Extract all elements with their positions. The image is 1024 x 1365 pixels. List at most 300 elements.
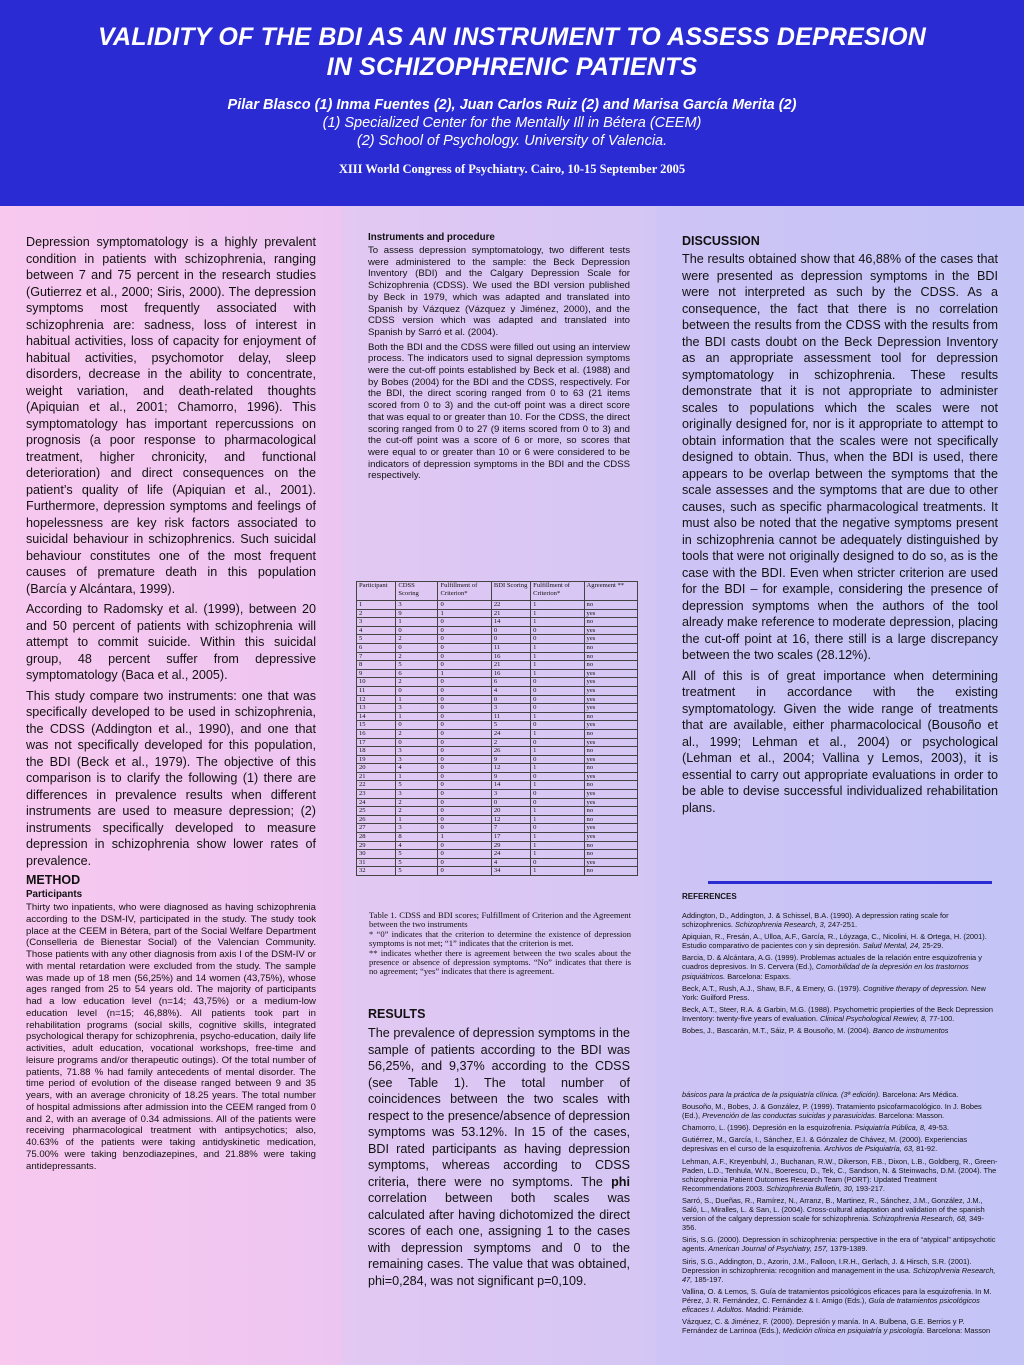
table-cell: 0 xyxy=(531,790,584,799)
table-cell: 0 xyxy=(438,686,491,695)
reference-source: Comorbilidad de la depresión en los trastornos psiquiátricos. xyxy=(682,962,969,981)
left-column-text xyxy=(26,234,316,1172)
table-cell: 1 xyxy=(531,807,584,816)
table-cell: 2 xyxy=(396,635,438,644)
intro-paragraph-3: This study compare two instruments: one that was specifically developed to be used in schizophrenia, the CDSS (Addington et al., 1990), and one that was not specifically developed for this population, the BDI (Beck et al., 1979). The objective of this comparison is to clarify the following (1) there are differences in prevalence results when different instruments are used to measure depression; (2) instruments specifically developed to measure depression in schizophrenia show lower rates of prevalence. xyxy=(26,688,316,868)
reference-text: Barcelona: Espaxs. xyxy=(725,971,791,981)
table-cell: 0 xyxy=(438,858,491,867)
poster-header xyxy=(0,0,1024,206)
table-cell: yes xyxy=(584,704,637,713)
reference-text: 25-29. xyxy=(920,941,944,951)
table-cell: 11 xyxy=(491,643,530,652)
table-cell: 11 xyxy=(491,712,530,721)
discussion-heading: DISCUSSION xyxy=(682,234,760,248)
reference-source: Schizophrenia Research, 68, xyxy=(872,1214,968,1224)
table-cell: 20 xyxy=(357,764,396,773)
table-cell: 9 xyxy=(491,755,530,764)
table-cell: 20 xyxy=(491,807,530,816)
table-cell: 3 xyxy=(396,601,438,610)
table-cell: 3 xyxy=(491,790,530,799)
reference-item xyxy=(682,1102,998,1120)
congress-line: XIII World Congress of Psychiatry. Cairo, 10-15 September 2005 xyxy=(338,162,686,176)
affiliation-2: (2) School of Psychology. University of Valencia. xyxy=(356,133,668,149)
reference-text: Bobes, J., Bascarán, M.T., Sáiz, P. & Bousoño, M. (2004). xyxy=(682,1026,873,1036)
table-cell: 21 xyxy=(357,772,396,781)
references-group-1 xyxy=(682,911,998,1035)
table-cell: 14 xyxy=(491,618,530,627)
reference-text: 185-197. xyxy=(692,1274,724,1284)
reference-source: Guía de tratamientos psicológicos eficaces I. Adultos. xyxy=(682,1295,980,1314)
table-cell: no xyxy=(584,661,637,670)
reference-source: Schizophrenia Research, 3, xyxy=(735,920,826,930)
table-cell: 0 xyxy=(438,712,491,721)
table-cell: no xyxy=(584,643,637,652)
reference-source: Schizophrenia Bulletin, 30, xyxy=(766,1183,854,1193)
table-cell: 1 xyxy=(396,772,438,781)
table-cell: 2 xyxy=(396,729,438,738)
table-cell: 0 xyxy=(396,738,438,747)
reference-text: Addington, D., Addington, J. & Schissel, B.A. (1990). A depression rating scale for schizophrenics. xyxy=(682,911,949,930)
table-cell: 26 xyxy=(491,747,530,756)
reference-item xyxy=(682,1257,998,1284)
table-cell: 1 xyxy=(531,729,584,738)
results-heading: RESULTS xyxy=(368,1007,426,1021)
table-cell: 1 xyxy=(531,669,584,678)
reference-source: Psiquiatría Pública, 8, xyxy=(854,1123,927,1133)
table-cell: 6 xyxy=(396,669,438,678)
table-cell: 9 xyxy=(357,669,396,678)
table-row xyxy=(357,807,638,816)
table-cell: yes xyxy=(584,798,637,807)
table-cell: no xyxy=(584,867,637,876)
table-cell: 5 xyxy=(396,858,438,867)
table-cell: 1 xyxy=(396,695,438,704)
table-cell: 18 xyxy=(357,747,396,756)
table-cell: 1 xyxy=(531,867,584,876)
reference-text: Apiquian, R., Fresán, A., Ulloa, A.F., García, R., Lóyzaga, C., Nicolini, H. & Ortega, H. (2001). Estudio comparativo de pacientes con y sin depresión. xyxy=(682,932,987,951)
table-cell: 7 xyxy=(357,652,396,661)
caption-line-1: Table 1. CDSS and BDI scores; Fulfillment of Criterion and the Agreement between the two instruments xyxy=(369,910,631,930)
reference-text: Lehman, A.F., Kreyenbuhl, J., Buchanan, R.W., Dikerson, F.B., Dixon, L.B., Goldberg, R., Green-Paden, L.D., Tenhula, W.N., Boerescu, D., Tek, C., Sandson, N. & Steinwachs, D.M. (2004). The schizophrenia Patient Outcomes Research Team (PORT): Updated Treatment Recommendations 2003. xyxy=(682,1156,998,1193)
middle-column-text xyxy=(368,232,630,482)
header-bdi-scoring: BDI Scoring xyxy=(491,582,530,601)
table-cell: 0 xyxy=(438,850,491,859)
table-cell: 4 xyxy=(396,764,438,773)
reference-text: Beck, A.T., Rush, A.J., Shaw, B.F., & Emery, G. (1979). xyxy=(682,983,863,993)
table-cell: yes xyxy=(584,686,637,695)
table-cell: 0 xyxy=(438,755,491,764)
table-cell: 1 xyxy=(531,764,584,773)
table-cell: 0 xyxy=(438,618,491,627)
reference-item xyxy=(682,1026,998,1035)
reference-text: Vázquez, C. & Jiménez, F. (2000). Depresión y manía. In A. Bulbena, G.E. Berrios y P. Fernández de Larrinoa (Eds.), xyxy=(682,1317,965,1336)
table-cell: 0 xyxy=(531,626,584,635)
table-cell: 0 xyxy=(438,841,491,850)
table-cell: no xyxy=(584,652,637,661)
table-row xyxy=(357,669,638,678)
table-cell: 0 xyxy=(438,824,491,833)
table-cell: 1 xyxy=(531,601,584,610)
reference-text: Barcelona: Ars Médica. xyxy=(880,1090,959,1099)
table-row xyxy=(357,643,638,652)
reference-source: Schizophrenia Research, 47, xyxy=(682,1265,996,1284)
table-cell: 0 xyxy=(438,772,491,781)
table-cell: yes xyxy=(584,678,637,687)
table-cell: 0 xyxy=(438,781,491,790)
intro-paragraph-2: According to Radomsky et al. (1999), between 20 and 50 percent of patients with schizophrenia will attempt to commit suicide. Within this suicidal group, 48 percent suffer from depressive symptomatology (Baca et al., 2005). xyxy=(26,602,316,682)
reference-text: 247-251. xyxy=(825,920,858,930)
table-cell: 4 xyxy=(396,841,438,850)
table-cell: no xyxy=(584,781,637,790)
table-cell: 0 xyxy=(438,815,491,824)
table-cell: 1 xyxy=(357,601,396,610)
table-cell: 1 xyxy=(531,712,584,721)
table-cell: 2 xyxy=(396,652,438,661)
scores-table-wrapper xyxy=(356,581,638,876)
table-cell: 3 xyxy=(491,704,530,713)
reference-source: Cognitive therapy of depression. xyxy=(863,983,969,993)
reference-source: Salud Mental, 24, xyxy=(862,941,921,951)
reference-item xyxy=(682,1157,998,1193)
table-cell: 0 xyxy=(491,635,530,644)
table-cell: 0 xyxy=(531,755,584,764)
caption-line-2: * “0” indicates that the criterion to determine the existence of depression symptoms is not met; “1” indicates that the criterion is met. xyxy=(369,928,631,949)
table-cell: 0 xyxy=(438,626,491,635)
table-row xyxy=(357,824,638,833)
table-cell: 28 xyxy=(357,833,396,842)
table-cell: 1 xyxy=(531,833,584,842)
table-cell: 1 xyxy=(396,712,438,721)
reference-text: Barcelona: Masson xyxy=(924,1326,991,1336)
table-cell: 0 xyxy=(438,867,491,876)
participants-text: Thirty two inpatients, who were diagnosed as having schizophrenia according to the DSM-IV, participated in the study. The study took place at the CEEM in Bétera, part of the Social Welfare Department (Conselleria de Bienestar Social) of the Valencian Community. Those patients with any other diagnosis from axis I of the DSM-IV or with mental retardation were excluded from the study. The sample was made up of 18 men (56,25%) and 14 women (43,75%), whose ages ranged from 25 to 54 years old. The majority of participants had a low education level (n=14; 43,75%) or a medium-low education level (n=15; 46,88%). All patients took part in rehabilitation programs (social skills, cognitive skills, integrated psychological therapy for schizophrenia, psycho-education, daily life activities, adult education, vocational workshops, free-time and leisure programs and/or therapeutic outings). Of the total number of patients, 71.88 % had family antecedents of mental disorder. The time period of evolution of the disease ranged between 9 and 35 years, with an average chronicity of 18.25 years. The total number of hospital admissions after admission into the CEEM ranged from 0 and 2, with an average of 0.34 admissions. All of the patients were receiving pharmacological treatment with antipsychotics; also, 40.63% of the patients were taking antidyskinetic medication, 75.00% were taking benzodiazepines, and 21.88% were taking antidepressants. xyxy=(26,902,316,1172)
reference-text: 1379-1389. xyxy=(828,1244,868,1254)
table-cell: 5 xyxy=(396,850,438,859)
table-row xyxy=(357,635,638,644)
table-cell: 22 xyxy=(357,781,396,790)
table-row xyxy=(357,704,638,713)
header-cdss-scoring: CDSS Scoring xyxy=(396,582,438,601)
table-cell: 12 xyxy=(491,815,530,824)
reference-item xyxy=(682,1090,998,1099)
reference-text: 77-100. xyxy=(927,1013,955,1023)
table-cell: 15 xyxy=(357,721,396,730)
reference-text: 193-217. xyxy=(853,1183,885,1193)
table-cell: 0 xyxy=(396,721,438,730)
table-cell: 1 xyxy=(531,850,584,859)
table-cell: 3 xyxy=(357,618,396,627)
table-cell: 16 xyxy=(491,669,530,678)
table-cell: 9 xyxy=(396,609,438,618)
results-text xyxy=(368,1025,630,1289)
table-cell: 1 xyxy=(531,609,584,618)
authors: Pilar Blasco (1) Inma Fuentes (2), Juan Carlos Ruiz (2) and Marisa García Merita (2) xyxy=(227,97,797,113)
table-cell: 1 xyxy=(396,618,438,627)
reference-text: 81-92. xyxy=(914,1144,938,1154)
table-cell: 1 xyxy=(531,815,584,824)
method-heading: METHOD xyxy=(26,873,81,887)
table-cell: 0 xyxy=(438,643,491,652)
table-cell: yes xyxy=(584,824,637,833)
table-cell: 14 xyxy=(491,781,530,790)
table-cell: 2 xyxy=(396,798,438,807)
table-row xyxy=(357,798,638,807)
table-cell: 1 xyxy=(531,841,584,850)
table-row xyxy=(357,772,638,781)
reference-text: Vallina, O. & Lemos, S. Guía de tratamientos psicológicos eficaces para la esquizofrenia. In M. Pérez, J. R. Fernández, C. Fernández & I. Amigo (Eds.), xyxy=(682,1286,992,1305)
table-cell: 0 xyxy=(438,661,491,670)
table-cell: 5 xyxy=(396,661,438,670)
discussion-section xyxy=(682,232,998,816)
reference-text: Bousoño, M., Bobes, J. & González, P. (1999). Tratamiento psicofarmacológico. In J. Bobes (Ed.), xyxy=(682,1102,982,1121)
reference-source: American Journal of Psychiatry, 157, xyxy=(708,1244,829,1254)
table-cell: 0 xyxy=(531,704,584,713)
reference-source: Archivos de Psiquiatría, 63, xyxy=(824,1144,915,1154)
table-cell: 0 xyxy=(438,798,491,807)
intro-paragraph-1: Depression symptomatology is a highly prevalent condition in patients with schizophrenia, ranging between 7 and 75 percent in the research studies (Gutierrez et al., 2000; Siris, 2000). The depression symptoms most frequently associated with schizophrenia are: sadness, loss of interest in habitual activities, loss of capacity for enjoyment of habitual activities, psychomotor delay, sleep disorders, decrease in the ability to concentrate, weight variation, and death-related thoughts (Apiquian et al., 2001; Chamorro, 1996). This symptomatology has important repercussions on prognosis (a poor response to pharmacological treatment, higher chronicity, and functional deterioration) and direct consequences on the patient’s quality of life (Apiquian et al., 2001). Furthermore, depression symptoms and feelings of hopelessness are key risk factors associated to suicidal behaviour in schizophrenics. Such suicidal behaviour constitutes one of the most frequent causes of premature death in this population (Barcía y Alcántara, 1999). xyxy=(26,235,316,596)
scores-table xyxy=(356,581,638,876)
participants-heading: Participants xyxy=(26,889,83,900)
reference-text: Madrid: Pirámide. xyxy=(743,1304,804,1314)
reference-text: Gutiérrez, M., García, I., Sánchez, E.I. & Gónzalez de Chávez, M. (2000). Experiencias depresivas en el curso de la esquizofrenia. xyxy=(682,1135,968,1154)
table-cell: 6 xyxy=(357,643,396,652)
table-cell: no xyxy=(584,850,637,859)
table-cell: yes xyxy=(584,790,637,799)
reference-source: básicos para la práctica de la psiquiatría clínica. (3ª edición). xyxy=(682,1090,881,1099)
table-cell: 17 xyxy=(357,738,396,747)
table-cell: 1 xyxy=(531,652,584,661)
reference-text: 49-53. xyxy=(926,1123,950,1133)
reference-item xyxy=(682,1287,998,1314)
table-row xyxy=(357,712,638,721)
table-cell: yes xyxy=(584,738,637,747)
table-cell: no xyxy=(584,729,637,738)
table-cell: 24 xyxy=(357,798,396,807)
table-cell: 0 xyxy=(396,626,438,635)
table-cell: 3 xyxy=(396,755,438,764)
references-heading: REFERENCES xyxy=(682,892,737,901)
table-cell: 3 xyxy=(396,747,438,756)
table-cell: 8 xyxy=(396,833,438,842)
affiliation-1: (1) Specialized Center for the Mentally Ill in Bétera (CEEM) xyxy=(322,115,702,131)
reference-source: Banco de instrumentos xyxy=(872,1026,949,1036)
table-cell: 1 xyxy=(531,643,584,652)
table-cell: 29 xyxy=(491,841,530,850)
table-row xyxy=(357,601,638,610)
table-cell: 23 xyxy=(357,790,396,799)
table-cell: 32 xyxy=(357,867,396,876)
table-cell: 4 xyxy=(491,858,530,867)
table-cell: 6 xyxy=(491,678,530,687)
table-cell: 2 xyxy=(396,678,438,687)
reference-item xyxy=(682,1123,998,1132)
table-cell: 17 xyxy=(491,833,530,842)
table-cell: 0 xyxy=(438,721,491,730)
reference-item xyxy=(682,1196,998,1232)
table-cell: 25 xyxy=(357,807,396,816)
table-cell: 1 xyxy=(531,781,584,790)
reference-text: Beck, A.T., Steer, R.A. & Garbin, M.G. (1988). Psychometric propierties of the Beck Depression Inventory: twenty-five years of evaluation. xyxy=(682,1004,993,1023)
table-cell: yes xyxy=(584,833,637,842)
table-cell: 0 xyxy=(438,635,491,644)
discussion-paragraph-2: All of this is of great importance when determining treatment in accordance with the existing symptomatology. Given the wide range of treatments that are available, either pharmacolocical (Bousoño et al., 1999; Lehman et al., 2004) or psychological (Lehman et al., 2004; Vallina y Lemos, 2003), it is essential to carry out appropriate evaluations in order to be able to devise successful individualized rehabilitation plans. xyxy=(682,668,998,815)
table-cell: yes xyxy=(584,772,637,781)
table-cell: yes xyxy=(584,721,637,730)
table-cell: 0 xyxy=(491,798,530,807)
table-cell: 21 xyxy=(491,609,530,618)
table-cell: 26 xyxy=(357,815,396,824)
poster-title xyxy=(0,0,1024,82)
reference-text: Barcia, D. & Alcántara, A.G. (1999). Problemas actuales de la relación entre esquizofrenia y cuadros depresivos. In S. Cervera (Ed.), xyxy=(682,953,982,972)
table-cell: 0 xyxy=(396,686,438,695)
title-line-2: IN SCHIZOPHRENIC PATIENTS xyxy=(326,53,698,81)
table-cell: yes xyxy=(584,626,637,635)
table-cell: 34 xyxy=(491,867,530,876)
table-cell: 16 xyxy=(357,729,396,738)
table-cell: no xyxy=(584,601,637,610)
table-cell: 30 xyxy=(357,850,396,859)
table-cell: 3 xyxy=(396,790,438,799)
table-cell: 0 xyxy=(531,635,584,644)
table-cell: 14 xyxy=(357,712,396,721)
instruments-paragraph-2: Both the BDI and the CDSS were filled out using an interview process. The indicators used to signal depression symptoms were the cut-off points established by Beck et al. (1988) and by Bobes (2004) for the BDI and the CDSS, respectively. For the BDI, the direct scoring ranged from 0 to 63 (21 items scored from 0 to 3) and the cut-off point was a direct score that was equal to or greater than 10. For the CDSS, the direct scoring ranged from 0 to 27 (9 items scored from 0 to 3) and the cut-off point was a score of 6 or more, so scores that were equal to or greater than 10 or 6 were considered to be indicators of depression symptoms in the BDI and the CDSS respectively. xyxy=(368,341,630,482)
table-cell: 16 xyxy=(491,652,530,661)
table-cell: 29 xyxy=(357,841,396,850)
table-cell: 27 xyxy=(357,824,396,833)
reference-item xyxy=(682,1235,998,1253)
table-cell: 1 xyxy=(438,669,491,678)
table-cell: yes xyxy=(584,609,637,618)
table-cell: 31 xyxy=(357,858,396,867)
table-cell: 22 xyxy=(491,601,530,610)
table-cell: 0 xyxy=(438,652,491,661)
table-cell: no xyxy=(584,815,637,824)
table-cell: 1 xyxy=(438,609,491,618)
table-cell: no xyxy=(584,841,637,850)
discussion-paragraph-1: The results obtained show that 46,88% of the cases that were presented as depression symptoms in the BDI were not interpreted as such by the CDSS. As a consequence, the fact that there is no correlation between the results from the CDSS with the results from the BDI casts doubt on the Beck Depression Inventory as an appropriate assessment tool for depression symptomatology in schizophrenia. These results demonstrate that it is not appropriate to administer scales to populations which the scales were not originally designed for, nor is it appropriate to attempt to obtain information that the scales were not specifically designed to obtain. Thus, when the BDI is used, there appears to be overlap between the symptoms that the scale assesses and the symptoms that are due to other causes, such as specific pharmacological treatments. It must also be noted that the negative symptoms present in schizophrenia cannot be adequately distinguished by tools that were not originally designed to do so, as is the case with the BDI. Even when stricter criterion are used for the BDI – for example, considering the presence of depression symptoms when the authors of the tool already make reference to moderate depression, placing the cut-off point at 16, there still is a large discrepancy between the two scales (28.12%). xyxy=(682,252,998,662)
table-body xyxy=(357,601,638,876)
table-row xyxy=(357,850,638,859)
table-header-row xyxy=(357,582,638,601)
title-line-1: VALIDITY OF THE BDI AS AN INSTRUMENT TO ASSESS DEPRESION xyxy=(98,23,926,51)
table-row xyxy=(357,729,638,738)
table-cell: 0 xyxy=(438,695,491,704)
table-row xyxy=(357,841,638,850)
table-row xyxy=(357,747,638,756)
table-row xyxy=(357,867,638,876)
references-group-2 xyxy=(682,1090,998,1338)
table-cell: 19 xyxy=(357,755,396,764)
table-row xyxy=(357,695,638,704)
table-cell: 1 xyxy=(396,815,438,824)
table-cell: 1 xyxy=(531,747,584,756)
reference-text: Siris, S.G., Addington, D., Azorin, J.M., Falloon, I.R.H., Gerlach, J. & Hirsch, S.R. (2001). Depression in schizophrenia: recognition and management in the usa. xyxy=(682,1256,972,1275)
reference-item xyxy=(682,1317,998,1335)
table-cell: 0 xyxy=(438,790,491,799)
header-agreement: Agreement ** xyxy=(584,582,637,601)
table-row xyxy=(357,815,638,824)
reference-item xyxy=(682,953,998,980)
table-cell: 11 xyxy=(357,686,396,695)
table-row xyxy=(357,764,638,773)
table-row xyxy=(357,755,638,764)
table-row xyxy=(357,721,638,730)
table-cell: 2 xyxy=(396,807,438,816)
reference-source: Medición clínica en psiquiatría y psicología. xyxy=(782,1326,925,1336)
table-cell: 12 xyxy=(491,764,530,773)
caption-line-3: ** indicates whether there is agreement between the two scales about the presence or absence of depression symptoms. “No” indicates that there is no agreement; “yes” indicates that there is agreement. xyxy=(369,947,631,977)
table-row xyxy=(357,626,638,635)
reference-source: Clinical Psychological Rewiev, 8, xyxy=(820,1013,928,1023)
results-text-end: correlation between both scales was calculated after having dichotomized the direct scores of each one, assigning 1 to the cases with depression symptoms and 0 to the remaining cases. The value that was obtained, phi=0,284, was not significant p=0,109. xyxy=(368,1191,630,1288)
table-cell: no xyxy=(584,712,637,721)
table-cell: 4 xyxy=(491,686,530,695)
table-cell: no xyxy=(584,764,637,773)
table-row xyxy=(357,652,638,661)
table-cell: 2 xyxy=(357,609,396,618)
table-cell: 5 xyxy=(357,635,396,644)
table-cell: 5 xyxy=(396,781,438,790)
reference-text: Siris, S.G. (2000). Depression in schizophrenia: perspective in the era of “atypical” antipsychotic agents. xyxy=(682,1235,996,1254)
reference-text: 349-356. xyxy=(682,1214,984,1233)
table-cell: 24 xyxy=(491,729,530,738)
reference-text: New York: Guilford Press. xyxy=(682,983,986,1002)
results-text-start: The prevalence of depression symptoms in the sample of patients according to the BDI was 56,25%, and 9,37% according to the CDSS (see Table 1). The total number of coincidences between the two scales with respect to the presence/absence of depression symptoms was 53.12%. In 15 of the cases, BDI rated participants as having depression symptoms, whereas according to CDSS criteria, there were no symptoms. The xyxy=(368,1026,630,1189)
table-row xyxy=(357,686,638,695)
table-cell: 10 xyxy=(357,678,396,687)
table-cell: 0 xyxy=(438,738,491,747)
table-cell: yes xyxy=(584,858,637,867)
reference-item xyxy=(682,911,998,929)
table-cell: 3 xyxy=(396,824,438,833)
table-cell: 5 xyxy=(491,721,530,730)
table-row xyxy=(357,738,638,747)
table-cell: 0 xyxy=(531,686,584,695)
table-row xyxy=(357,609,638,618)
table-cell: yes xyxy=(584,755,637,764)
table-cell: 0 xyxy=(531,824,584,833)
table-cell: 0 xyxy=(531,695,584,704)
table-row xyxy=(357,790,638,799)
table-cell: yes xyxy=(584,695,637,704)
reference-source: Prevención de las conductas suicidas y parasuicidas. xyxy=(702,1111,877,1121)
table-cell: 1 xyxy=(531,661,584,670)
table-row xyxy=(357,618,638,627)
table-cell: 0 xyxy=(438,704,491,713)
header-cdss-fulfillment: Fulfillment of Criterion* xyxy=(438,582,491,601)
reference-item xyxy=(682,1005,998,1023)
table-row xyxy=(357,833,638,842)
references-divider xyxy=(708,881,992,884)
table-cell: 24 xyxy=(491,850,530,859)
table-cell: 0 xyxy=(531,798,584,807)
table-caption xyxy=(369,911,631,977)
reference-item xyxy=(682,984,998,1002)
table-cell: yes xyxy=(584,635,637,644)
table-cell: no xyxy=(584,618,637,627)
table-cell: 0 xyxy=(396,643,438,652)
table-cell: 5 xyxy=(396,867,438,876)
table-cell: 2 xyxy=(491,738,530,747)
table-cell: 12 xyxy=(357,695,396,704)
table-cell: 1 xyxy=(438,833,491,842)
instruments-paragraph-1: To assess depression symptomatology, two different tests were administered to the sample: the Beck Depression Inventory (BDI) and the Calgary Depression Scale for Schizophrenia (CDSS). We used the BDI version published by Beck in 1979, which was adapted and translated into Spanish by Vázquez (Vázquez y Jiménez, 2000), and the CDSS version which was adapted and translated into Spanish by Sarró et al. (2004). xyxy=(368,245,630,338)
table-cell: 0 xyxy=(438,764,491,773)
table-cell: 0 xyxy=(438,678,491,687)
table-row xyxy=(357,678,638,687)
table-cell: 0 xyxy=(531,858,584,867)
reference-item xyxy=(682,1135,998,1153)
